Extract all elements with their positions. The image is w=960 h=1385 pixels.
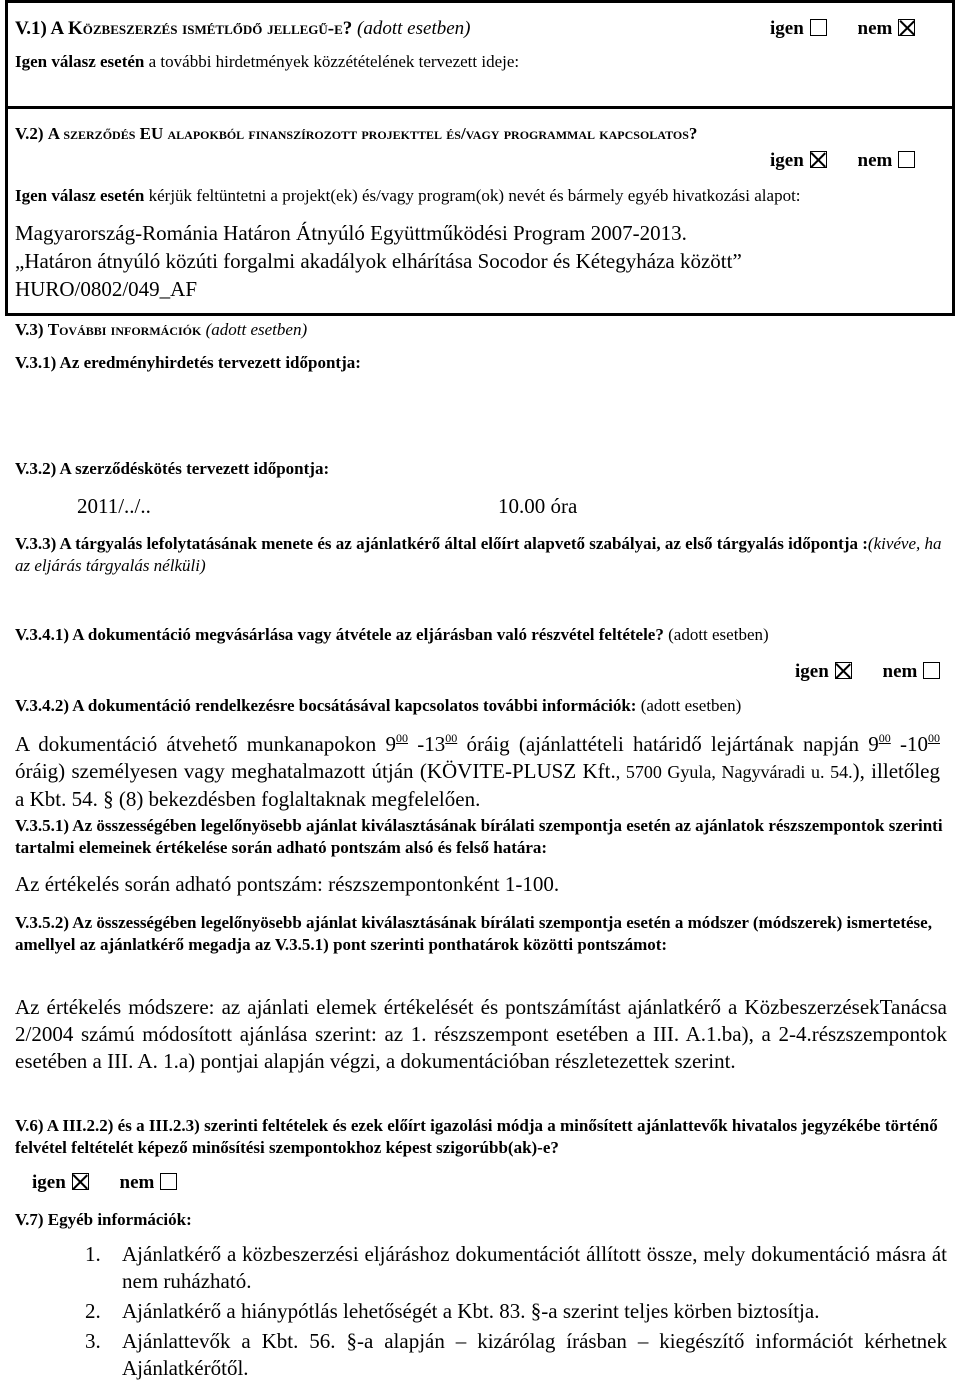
v352-answer: Az értékelés módszere: az ajánlati elemek értékelését és pontszámítást ajánlatkérő a KözbeszerzésekTanácsa 2/2004 számú módosított ajánlása szerint: az 1. részszempont esetében a III. A.1.ba), a 2-4.részszempontok esetében a III. A. 1.a) pontjai alapján végzi, a dokumentációban részletezettek szerint. — [15, 995, 947, 1073]
v351-heading: V.3.5.1) Az összességében legelőnyösebb ajánlat kiválasztásának bírálati szempontja esetén az ajánlatok részszempontok szerinti tartalmi elemeinek értékelése során adható pontszám alsó és felső határa: — [15, 816, 943, 857]
v2-heading-caps: A szerződés EU alapokból finanszírozott projekttel és/vagy programmal kapcsolatos? — [47, 124, 698, 143]
v2-no-checkbox[interactable] — [898, 151, 915, 168]
v341-no-checkbox[interactable] — [923, 662, 940, 679]
v352-heading: V.3.5.2) Az összességében legelőnyösebb ajánlat kiválasztásának bírálati szempontja esetén a módszer (módszerek) ismertetése, amellyel az ajánlatkérő megadja az V.3.5.1) pont szerinti ponthatárok közötti pontszámot: — [15, 913, 932, 954]
frame-top-line — [5, 0, 955, 3]
v32-heading: V.3.2) A szerződéskötés tervezett időpontja: — [15, 459, 330, 478]
v2-yes-checkbox[interactable] — [810, 151, 827, 168]
v3-heading: V.3) További információk (adott esetben) — [15, 320, 308, 339]
v7-heading: V.7) Egyéb információk: — [15, 1210, 192, 1229]
v6-heading: V.6) A III.2.2) és a III.2.3) szerinti feltételek és ezek előírt igazolási módja a minősített ajánlattevők hivatalos jegyzékébe történő felvétel feltételét képező minősítési szempontokhoz képest szigorúbb(ak)-e? — [15, 1116, 938, 1157]
frame-divider-line — [5, 106, 955, 109]
v2-followup: Igen válasz esetén kérjük feltüntetni a projekt(ek) és/vagy program(ok) nevét és bármely egyéb hivatkozási alapot: — [15, 186, 801, 205]
v1-yes-no: igen nem — [770, 18, 915, 40]
v7-info-list — [85, 1241, 947, 1385]
v32-date: 2011/../.. — [77, 494, 151, 518]
v342-answer: A dokumentáció átvehető munkanapokon $9^{00}$ $-13^{00}$ óráig (ajánlattételi határidő lejártának napján $9^{00}$ $-10^{00}$ óráig) személyesen vagy meghatalmazott útján (KÖVITE-PLUSZ Kft., 5700 Gyula, Nagyváradi u. 54.), illetőleg a Kbt. 54. § (8) bekezdésben foglaltaknak megfelelően. — [15, 731, 940, 811]
v2-yes-no: igen nem — [770, 150, 915, 172]
v6-yes-no: igen nem — [32, 1172, 177, 1194]
v31-heading: V.3.1) Az eredményhirdetés tervezett időpontja: — [15, 353, 361, 372]
list-item: 2. Ajánlatkérő a hiánypótlás lehetőségét a Kbt. 83. §-a szerint teljes körben biztosítja. — [85, 1299, 820, 1323]
v1-heading-caps: Közbeszerzés ismétlődő jellegű-e? — [67, 18, 353, 39]
v1-heading-note: (adott esetben) — [357, 18, 471, 39]
v2-answer-project: „Határon átnyúló közúti forgalmi akadályok elhárítása Socodor és Kétegyháza között” — [15, 249, 742, 273]
v341-heading: V.3.4.1) A dokumentáció megvásárlása vagy átvétele az eljárásban való részvétel feltétele? (adott esetben) — [15, 625, 769, 644]
v6-no-checkbox[interactable] — [160, 1173, 177, 1190]
v341-yes-no: igen nem — [795, 661, 940, 683]
v2-answer-code: HURO/0802/049_AF — [15, 277, 198, 301]
v33-heading: V.3.3) A tárgyalás lefolytatásának menete és az ajánlatkérő által előírt alapvető szabályai, az első tárgyalás időpontja :(kivéve, ha az eljárás tárgyalás nélküli) — [15, 534, 942, 575]
list-item: 1. Ajánlatkérő a közbeszerzési eljáráshoz dokumentációt állított össze, mely dokumentáció másra át nem ruházható. — [85, 1242, 947, 1293]
v1-heading: V.1) A Közbeszerzés ismétlődő jellegű-e? (adott esetben) — [15, 18, 471, 39]
v342-heading: V.3.4.2) A dokumentáció rendelkezésre bocsátásával kapcsolatos további információk: (adott esetben) — [15, 696, 742, 715]
frame-bottom-line — [5, 313, 955, 316]
v1-yes-checkbox[interactable] — [810, 19, 827, 36]
v351-answer: Az értékelés során adható pontszám: részszempontonként 1-100. — [15, 872, 560, 896]
v32-time: 10.00 óra — [498, 494, 578, 518]
v341-yes-checkbox[interactable] — [835, 662, 852, 679]
v2-heading: V.2) A szerződés EU alapokból finanszírozott projekttel és/vagy programmal kapcsolatos? — [15, 124, 698, 143]
v6-yes-checkbox[interactable] — [72, 1173, 89, 1190]
v3-heading-note: (adott esetben) — [205, 320, 308, 339]
v2-answer-program: Magyarország-Románia Határon Átnyúló Együttműködési Program 2007-2013. — [15, 221, 687, 245]
v3-heading-caps: További információk — [47, 320, 202, 339]
v1-followup: Igen válasz esetén a további hirdetmények közzétételének tervezett ideje: — [15, 52, 520, 71]
v1-no-checkbox[interactable] — [898, 19, 915, 36]
list-item: 3. Ajánlattevők a Kbt. 56. §-a alapján – kizárólag írásban – kiegészítő információt kérhetnek Ajánlatkérőtől. — [85, 1329, 947, 1380]
